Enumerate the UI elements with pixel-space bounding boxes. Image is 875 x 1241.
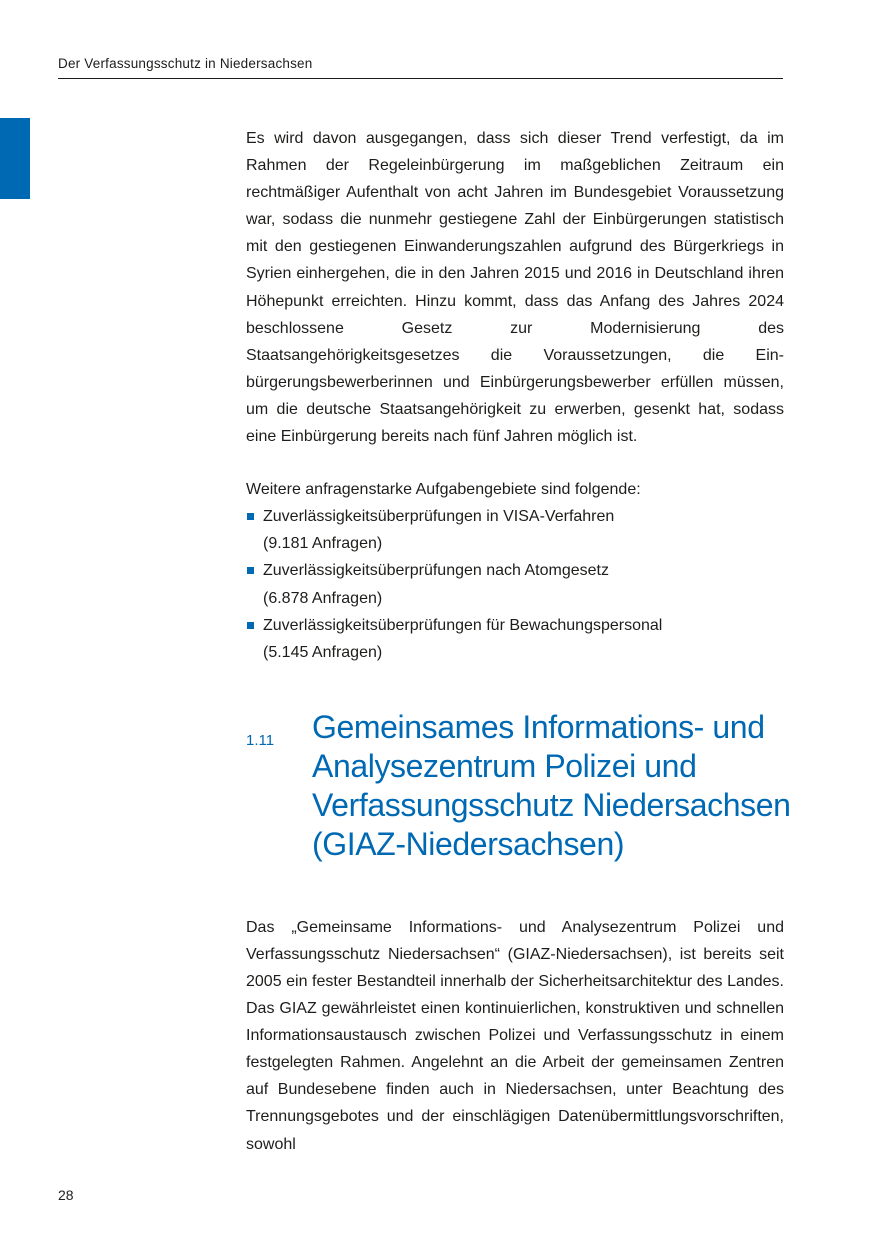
list-item-text: Zuverlässigkeitsüberprüfungen für Bewachungspersonal bbox=[263, 616, 663, 634]
list-item bbox=[246, 557, 784, 611]
task-list bbox=[246, 503, 784, 666]
paragraph-giaz: Das „Gemeinsame Informations- und Analysezentrum Polizei und Verfassungsschutz Niedersachsen“ (GIAZ-Niedersachsen), ist bereits seit 2005 ein fester Bestandteil innerhalb der Sicherheitsarchitektur des Landes. Das GIAZ gewährleistet einen kontinuierlichen, konstruktiven und schnellen Informationsaustausch zwischen Polizei und Verfassungsschutz in einem festgelegten Rahmen. Angelehnt an die Arbeit der gemeinsamen Zentren auf Bundesebene finden auch in Niedersachsen, unter Beachtung des Trennungsgebotes und der einschlägigen Datenübermittlungsvorschriften, sowohl bbox=[246, 918, 784, 1153]
square-bullet-icon bbox=[247, 513, 254, 520]
list-item bbox=[246, 612, 784, 666]
section-heading bbox=[246, 708, 791, 914]
list-intro: Weitere anfragenstarke Aufgabengebiete sind folgende: bbox=[246, 481, 641, 499]
list-item-count: (6.878 Anfragen) bbox=[263, 589, 383, 607]
list-item-count: (9.181 Anfragen) bbox=[263, 535, 383, 553]
square-bullet-icon bbox=[247, 567, 254, 574]
section-title: Gemeinsames Informations- und Analysezentrum Polizei und Verfassungsschutz Niedersachsen (GIAZ-Niedersachsen) bbox=[312, 708, 791, 862]
chapter-tab-marker bbox=[0, 118, 30, 199]
running-header: Der Verfassungsschutz in Niedersachsen bbox=[58, 56, 313, 71]
list-item-text: Zuverlässigkeitsüberprüfungen in VISA-Verfahren bbox=[263, 508, 615, 526]
header-rule bbox=[58, 78, 783, 79]
paragraph-trend: Es wird davon ausgegangen, dass sich dieser Trend verfestigt, da im Rahmen der Regeleinbürgerung im maßgeblichen Zeitraum ein rechtmäßiger Aufenthalt von acht Jahren im Bundesgebiet Voraussetzung war, sodass die nunmehr gestiegene Zahl der Einbürgerungen statistisch mit den gestiegenen Einwanderungszahlen aufgrund des Bürgerkriegs in Syrien einhergehen, die in den Jahren 2015 und 2016 in Deutschland ihren Höhepunkt erreichten. Hinzu kommt, dass das Anfang des Jahres 2024 beschlossene Gesetz zur Modernisierung des Staatsangehörigkeitsgesetzes die Voraussetzungen, die Einbürgerungsbewerberinnen und Einbürgerungsbewerber erfüllen müssen, um die deutsche Staatsangehörigkeit zu erwerben, gesenkt hat, sodass eine Einbürgerung bereits nach fünf Jahren möglich ist. bbox=[246, 130, 784, 446]
list-item-count: (5.145 Anfragen) bbox=[263, 643, 383, 661]
section-number: 1.11 bbox=[246, 731, 275, 749]
page-number: 28 bbox=[58, 1187, 74, 1203]
list-item-text: Zuverlässigkeitsüberprüfungen nach Atomgesetz bbox=[263, 562, 609, 580]
list-item bbox=[246, 503, 784, 557]
square-bullet-icon bbox=[247, 622, 254, 629]
main-content bbox=[246, 125, 791, 1158]
